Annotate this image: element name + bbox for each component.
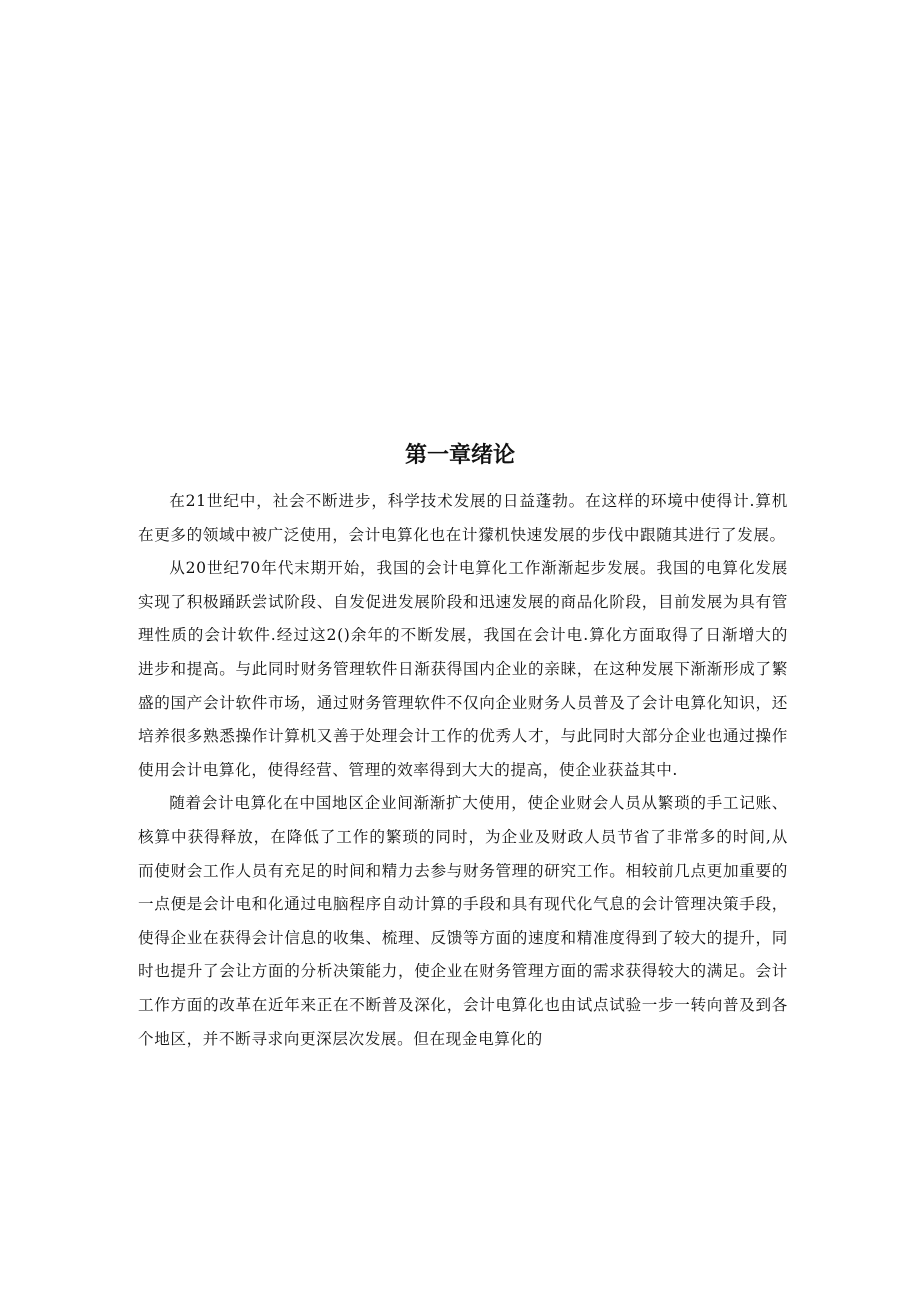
body-text — [138, 485, 788, 1056]
paragraph-3: 随着会计电算化在中国地区企业间渐渐扩大使用，使企业财会人员从繁琐的手工记账、核算中获得释放，在降低了工作的繁琐的同时，为企业及财政人员节省了非常多的时间,从而使财会工作人员有充足的时间和精力去参与财务管理的研究工作。相较前几点更加重要的一点便是会计电和化通过电脑程序自动计算的手段和具有现代化气息的会计管理决策手段，使得企业在获得会计信息的收集、梳理、反馈等方面的速度和精准度得到了较大的提升，同时也提升了会让方面的分析决策能力，使企业在财务管理方面的需求获得较大的满足。会计工作方面的改革在近年来正在不断普及深化，会计电算化也由试点试验一步一转向普及到各个地区，并不断寻求向更深层次发展。但在现金电算化的 — [138, 794, 788, 1048]
paragraph-2: 从20世纪70年代末期开始，我国的会计电算化工作渐渐起步发展。我国的电算化发展实现了积极踊跃尝试阶段、自发促进发展阶段和迅速发展的商品化阶段，目前发展为具有管理性质的会计软件.经过这2()余年的不断发展，我国在会计电.算化方面取得了日渐增大的进步和提高。与此同时财务管理软件日渐获得国内企业的亲睐，在这种发展下渐渐形成了繁盛的国产会计软件市场，通过财务管理软件不仅向企业财务人员普及了会计电算化知识，还培养很多熟悉操作计算机又善于处理会计工作的优秀人才，与此同时大部分企业也通过操作使用会计电算化，使得经营、管理的效率得到大大的提高，使企业获益其中. — [138, 559, 788, 779]
paragraph-1: 在21世纪中，社会不断进步，科学技术发展的日益蓬勃。在这样的环境中使得计.算机在更多的领域中被广泛使用，会计电算化也在计獴机快速发展的步伐中跟随其进行了发展。 — [138, 492, 788, 544]
chapter-title: 第一章绪论 — [404, 443, 515, 468]
